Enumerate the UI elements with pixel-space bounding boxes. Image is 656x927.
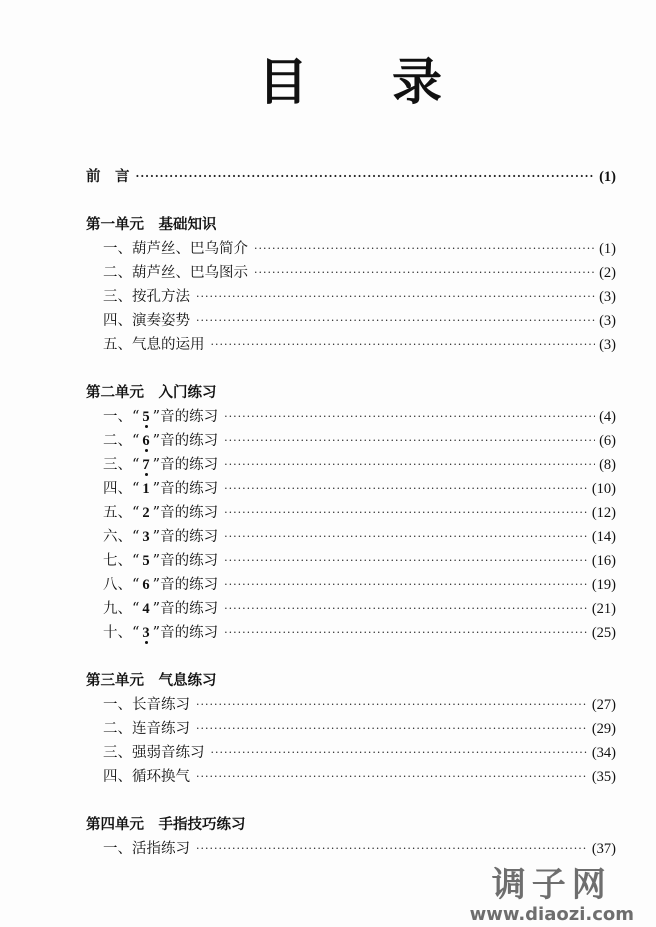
entry-prefix: 二、 [103, 433, 132, 449]
toc-entry [86, 477, 616, 501]
close-quote: ” [152, 505, 161, 521]
page-number: (19) [591, 577, 616, 593]
toc-entry-label [103, 525, 224, 549]
toc-entry-label [103, 549, 224, 573]
dot-leader [224, 573, 588, 597]
close-quote: ” [152, 433, 161, 449]
toc-entry-label: 一、活指练习 [103, 841, 190, 857]
toc-entry-label: 一、葫芦丝、巴乌简介 [103, 241, 248, 257]
toc-entry [86, 333, 616, 357]
open-quote: “ [132, 625, 140, 641]
page-number: (25) [591, 625, 616, 641]
entry-suffix: 音的练习 [160, 505, 219, 521]
toc-entry [86, 261, 616, 285]
dot-leader [224, 501, 588, 525]
toc-section-heading [86, 813, 616, 837]
dot-leader [196, 717, 588, 741]
toc-entry-label [103, 429, 224, 453]
toc-entry [86, 597, 616, 621]
page-number: (8) [599, 457, 616, 473]
page-number: (21) [591, 601, 616, 617]
page-number: (4) [599, 409, 616, 425]
toc-entry [86, 573, 616, 597]
close-quote: ” [152, 409, 161, 425]
open-quote: “ [132, 529, 140, 545]
page-number: (34) [591, 745, 616, 761]
dot-leader [224, 453, 595, 477]
toc-entry [86, 309, 616, 333]
toc-entry-label [103, 597, 224, 621]
page-number: (3) [599, 289, 616, 305]
entry-suffix: 音的练习 [160, 481, 219, 497]
toc-section-heading [86, 669, 616, 693]
note-number: 5 [142, 553, 150, 569]
toc-entry-label: 四、演奏姿势 [103, 313, 190, 329]
toc-entry-label: 前 言 [86, 168, 130, 185]
entry-prefix: 八、 [103, 577, 132, 593]
dot-leader [211, 333, 596, 357]
toc-entry [86, 837, 616, 861]
toc-entry [86, 405, 616, 429]
entry-prefix: 六、 [103, 529, 132, 545]
page-number: (6) [599, 433, 616, 449]
toc-entry [86, 765, 616, 789]
entry-suffix: 音的练习 [160, 625, 219, 641]
dot-leader [196, 693, 588, 717]
toc-entry-label: 四、循环换气 [103, 769, 190, 785]
open-quote: “ [132, 433, 140, 449]
entry-prefix: 十、 [103, 625, 132, 641]
close-quote: ” [152, 601, 161, 617]
toc-section-heading [86, 381, 616, 405]
toc-entry-label: 第三单元 气息练习 [86, 672, 217, 689]
entry-prefix: 四、 [103, 481, 132, 497]
open-quote: “ [132, 577, 140, 593]
toc-entry-label: 第一单元 基础知识 [86, 216, 217, 233]
note-number: 5 [139, 409, 152, 425]
dot-leader [224, 621, 588, 645]
entry-prefix: 五、 [103, 505, 132, 521]
page-number: (3) [599, 337, 616, 353]
note-number: 7 [139, 457, 152, 473]
note-number: 6 [139, 433, 152, 449]
toc-entry [86, 453, 616, 477]
toc-entry [86, 549, 616, 573]
page-number: (12) [591, 505, 616, 521]
note-number: 3 [142, 529, 150, 545]
toc-entry [86, 525, 616, 549]
note-number: 4 [142, 601, 150, 617]
page-number: (1) [599, 169, 616, 185]
close-quote: ” [152, 625, 161, 641]
toc-entry [86, 717, 616, 741]
page-number: (1) [599, 241, 616, 257]
page-number: (16) [591, 553, 616, 569]
toc-entry [86, 501, 616, 525]
toc-entry-label: 二、连音练习 [103, 721, 190, 737]
toc-entry-label: 第二单元 入门练习 [86, 384, 217, 401]
dot-leader [224, 525, 588, 549]
toc-entry-label [103, 477, 224, 501]
dot-leader [254, 237, 595, 261]
dot-leader [211, 741, 588, 765]
dot-leader [136, 165, 596, 189]
toc-entry [86, 237, 616, 261]
dot-leader [224, 597, 588, 621]
entry-prefix: 三、 [103, 457, 132, 473]
entry-suffix: 音的练习 [160, 601, 219, 617]
toc-entry-label [103, 405, 224, 429]
page-number: (10) [591, 481, 616, 497]
toc-entry-label [103, 501, 224, 525]
watermark-name: 调子网 [491, 865, 612, 905]
page-number: (35) [591, 769, 616, 785]
page-title [0, 52, 656, 112]
title-char-1: 目 [258, 52, 308, 111]
dot-leader [196, 837, 588, 861]
entry-prefix: 一、 [103, 409, 132, 425]
toc-section-heading [86, 213, 616, 237]
dot-leader [224, 405, 595, 429]
toc-entry-label [103, 453, 224, 477]
page-number: (14) [591, 529, 616, 545]
entry-suffix: 音的练习 [160, 409, 219, 425]
page-number: (37) [591, 841, 616, 857]
dot-leader [254, 261, 595, 285]
toc-entry-label: 第四单元 手指技巧练习 [86, 816, 246, 833]
entry-prefix: 七、 [103, 553, 132, 569]
close-quote: ” [152, 457, 161, 473]
dot-leader [196, 765, 588, 789]
toc-entry-label [103, 573, 224, 597]
close-quote: ” [152, 529, 161, 545]
entry-suffix: 音的练习 [160, 577, 219, 593]
entry-suffix: 音的练习 [160, 553, 219, 569]
page-number: (29) [591, 721, 616, 737]
close-quote: ” [152, 577, 161, 593]
note-number: 6 [142, 577, 150, 593]
entry-prefix: 九、 [103, 601, 132, 617]
page-number: (2) [599, 265, 616, 281]
open-quote: “ [132, 409, 140, 425]
toc-entry [86, 429, 616, 453]
entry-suffix: 音的练习 [160, 529, 219, 545]
dot-leader [224, 429, 595, 453]
toc-section-heading [86, 165, 616, 189]
table-of-contents [86, 165, 616, 861]
open-quote: “ [132, 481, 140, 497]
toc-entry-label: 一、长音练习 [103, 697, 190, 713]
toc-entry [86, 693, 616, 717]
open-quote: “ [132, 601, 140, 617]
close-quote: ” [152, 553, 161, 569]
close-quote: ” [152, 481, 161, 497]
toc-entry [86, 741, 616, 765]
open-quote: “ [132, 505, 140, 521]
note-number: 3 [139, 625, 152, 641]
entry-suffix: 音的练习 [160, 433, 219, 449]
dot-leader [224, 477, 588, 501]
page-number: (27) [591, 697, 616, 713]
watermark [470, 866, 634, 926]
toc-entry-label: 三、强弱音练习 [103, 745, 205, 761]
toc-entry [86, 285, 616, 309]
toc-entry-label: 二、葫芦丝、巴乌图示 [103, 265, 248, 281]
dot-leader [196, 309, 595, 333]
toc-entry-label: 五、气息的运用 [103, 337, 205, 353]
toc-entry-label: 三、按孔方法 [103, 289, 190, 305]
note-number: 2 [142, 505, 150, 521]
watermark-url: www.diaozi.com [469, 904, 634, 925]
open-quote: “ [132, 457, 140, 473]
note-number: 1 [142, 481, 150, 497]
open-quote: “ [132, 553, 140, 569]
dot-leader [224, 549, 588, 573]
dot-leader [196, 285, 595, 309]
title-char-2: 录 [392, 52, 442, 111]
entry-suffix: 音的练习 [160, 457, 219, 473]
toc-entry-label [103, 621, 224, 645]
toc-entry [86, 621, 616, 645]
page-number: (3) [599, 313, 616, 329]
